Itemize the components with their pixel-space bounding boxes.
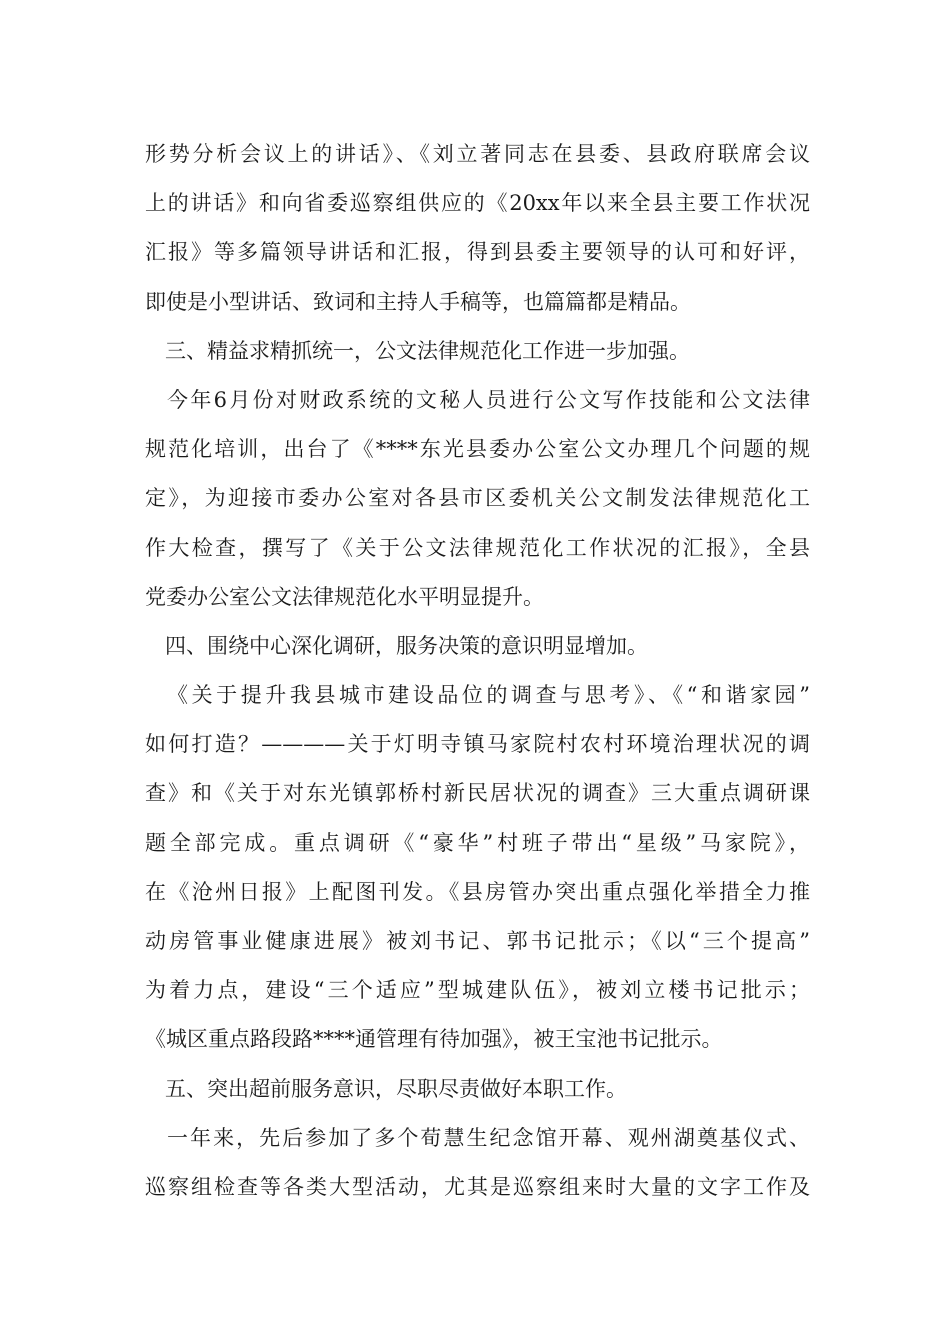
body-line: 动房管事业健康进展》被刘书记、郭书记批示；《以“三个提高” bbox=[145, 929, 810, 953]
body-line: 《城区重点路段路****通管理有待加强》，被王宝池书记批示。 bbox=[145, 1027, 723, 1052]
body-line: 汇报》等多篇领导讲话和汇报，得到县委主要领导的认可和好评， bbox=[145, 240, 810, 265]
section-heading-5: 五、突出超前服务意识，尽职尽责做好本职工作。 bbox=[165, 1076, 627, 1101]
body-line: 上的讲话》和向省委巡察组供应的《20xx年以来全县主要工作状况 bbox=[145, 191, 810, 216]
body-line: 作大检查，撰写了《关于公文法律规范化工作状况的汇报》，全县 bbox=[145, 535, 810, 560]
document-body bbox=[145, 130, 810, 1212]
body-line: 即使是小型讲话、致词和主持人手稿等，也篇篇都是精品。 bbox=[145, 289, 691, 314]
body-line: 题全部完成。重点调研《“豪华”村班子带出“星级”马家院》， bbox=[145, 830, 810, 855]
body-line: 为着力点，建设“三个适应”型城建队伍》，被刘立楼书记批示； bbox=[145, 978, 810, 1003]
body-line: 党委办公室公文法律规范化水平明显提升。 bbox=[145, 584, 544, 609]
body-line: 一年来，先后参加了多个荀慧生纪念馆开幕、观州湖奠基仪式、 bbox=[167, 1125, 810, 1150]
body-line: 今年6月份对财政系统的文秘人员进行公文写作技能和公文法律 bbox=[167, 387, 810, 412]
body-line: 查》和《关于对东光镇郭桥村新民居状况的调查》三大重点调研课 bbox=[145, 781, 810, 806]
section-heading-3: 三、精益求精抓统一，公文法律规范化工作进一步加强。 bbox=[165, 338, 690, 363]
body-line: 如何打造？————关于灯明寺镇马家院村农村环境治理状况的调 bbox=[145, 732, 810, 757]
body-line: 在《沧州日报》上配图刊发。《县房管办突出重点强化举措全力推 bbox=[145, 879, 810, 904]
body-line: 巡察组检查等各类大型活动，尤其是巡察组来时大量的文字工作及 bbox=[145, 1174, 810, 1199]
body-line: 形势分析会议上的讲话》、《刘立著同志在县委、县政府联席会议 bbox=[145, 142, 810, 166]
section-heading-4: 四、围绕中心深化调研，服务决策的意识明显增加。 bbox=[165, 633, 648, 658]
body-line: 规范化培训，出台了《****东光县委办公室公文办理几个问题的规 bbox=[145, 437, 810, 462]
body-line: 《关于提升我县城市建设品位的调查与思考》、《“和谐家园” bbox=[167, 683, 810, 708]
body-line: 定》，为迎接市委办公室对各县市区委机关公文制发法律规范化工 bbox=[145, 486, 810, 511]
